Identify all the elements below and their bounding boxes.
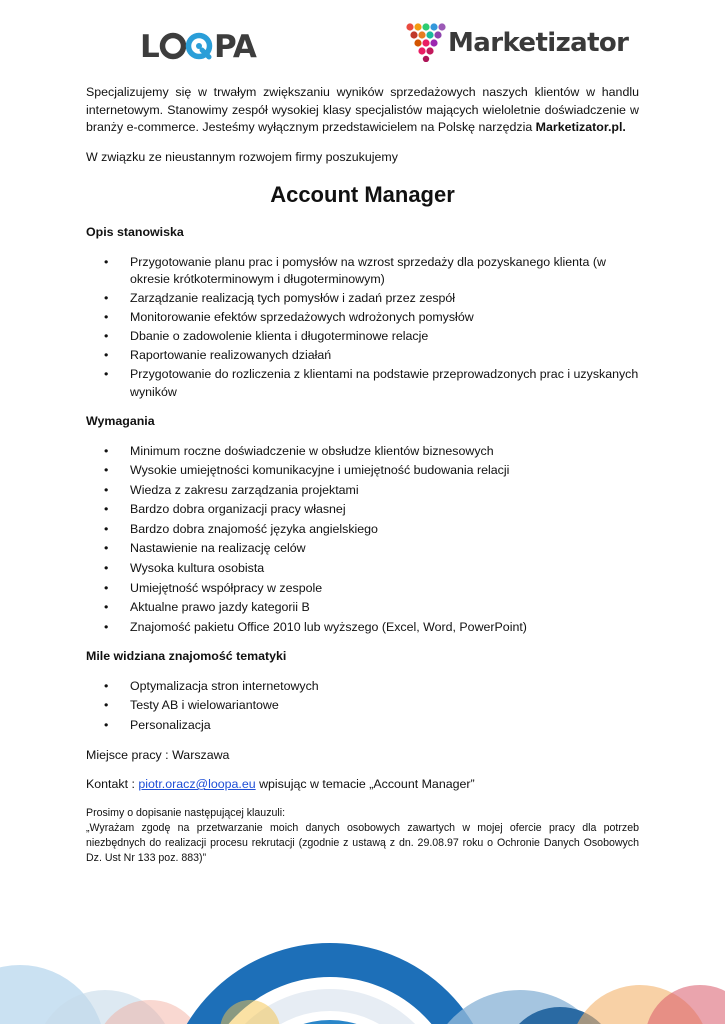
responsibilities-list: [86, 254, 639, 402]
list-item: • Bardzo dobra znajomość języka angielskiego: [86, 521, 639, 539]
bullet-icon: •: [104, 619, 109, 634]
list-item: • Monitorowanie efektów sprzedażowych wdrożonych pomysłów: [86, 309, 639, 327]
work-location: Miejsce pracy : Warszawa: [86, 747, 230, 762]
list-item: • Minimum roczne doświadczenie w obsłudze klientów biznesowych: [86, 443, 639, 461]
requirements-list: [86, 443, 639, 637]
loopa-logo: [140, 26, 265, 66]
list-item: • Wiedza z zakresu zarządzania projektami: [86, 482, 639, 500]
bullet-icon: •: [104, 310, 109, 324]
job-title: Account Manager: [270, 182, 455, 207]
intro-paragraph: [86, 84, 639, 137]
bullet-icon: •: [104, 254, 109, 269]
list-item: • Raportowanie realizowanych działań: [86, 347, 639, 365]
section-heading-requirements: Wymagania: [86, 414, 155, 428]
bullet-icon: •: [104, 698, 109, 713]
section-heading-responsibilities: Opis stanowiska: [86, 225, 184, 239]
bullet-icon: •: [104, 367, 109, 381]
list-item: • Personalizacja: [86, 717, 639, 735]
bullet-icon: •: [104, 580, 109, 595]
bullet-icon: •: [104, 678, 109, 693]
contact-label: Kontakt :: [86, 777, 139, 792]
clause-text: „Wyrażam zgodę na przetwarzanie moich danych osobowych zawartych w mojej ofercie pracy dla potrzeb niezbędnych do realizacji procesu rekrutacji (zgodnie z ustawą z dn. 29.08.97 roku o Ochronie Danych Osobowych Dz. Ust Nr 133 poz. 883)”: [86, 821, 639, 864]
header: [0, 0, 725, 90]
bullet-icon: •: [104, 443, 109, 458]
bullet-icon: •: [104, 718, 109, 733]
list-item: • Wysokie umiejętności komunikacyjne i umiejętność budowania relacji: [86, 462, 639, 480]
bullet-icon: •: [104, 482, 109, 497]
list-item: • Optymalizacja stron internetowych: [86, 678, 639, 696]
section-heading-nice-to-have: Mile widziana znajomość tematyki: [86, 649, 287, 664]
list-item: • Przygotowanie do rozliczenia z klientami na podstawie przeprowadzonych prac i uzyskanych wyników: [104, 367, 639, 399]
bullet-icon: •: [104, 521, 109, 536]
marketizator-logo: [404, 20, 630, 68]
list-item: • Umiejętność współpracy w zespole: [86, 580, 639, 598]
list-item: • Przygotowanie planu prac i pomysłów na wzrost sprzedaży dla pozyskanego klienta (w okresie krótkoterminowym i długoterminowym): [104, 254, 606, 286]
bullet-icon: •: [104, 561, 109, 576]
bullet-icon: •: [104, 600, 109, 615]
marketizator-logo-text: Marketizator: [448, 28, 629, 58]
lead-text: W związku ze nieustannym rozwojem firmy poszukujemy: [86, 149, 398, 164]
list-item: • Zarządzanie realizacją tych pomysłów i zadań przez zespół: [86, 290, 639, 308]
marketizator-dots-icon: [404, 22, 450, 62]
bullet-icon: •: [104, 502, 109, 517]
svg-text:L: L: [140, 29, 159, 65]
list-item: • Testy AB i wielowariantowe: [86, 697, 639, 715]
bullet-icon: •: [104, 348, 109, 362]
intro-brand: Marketizator.pl.: [535, 120, 626, 134]
job-offer-document: [86, 84, 639, 866]
clause-intro: Prosimy o dopisanie następującej klauzuli:: [86, 806, 286, 819]
bullet-icon: •: [104, 291, 109, 305]
list-item: • Nastawienie na realizację celów: [86, 540, 639, 558]
contact-suffix: wpisując w temacie „Account Manager”: [255, 777, 475, 792]
contact-email-link[interactable]: piotr.oracz@loopa.eu: [138, 777, 256, 792]
gdpr-clause: [86, 806, 639, 866]
bullet-icon: •: [104, 463, 109, 478]
list-item: • Dbanie o zadowolenie klienta i długoterminowe relacje: [86, 328, 639, 346]
bullet-icon: •: [104, 329, 109, 343]
list-item: • Wysoka kultura osobista: [86, 560, 639, 578]
list-item: • Aktualne prawo jazdy kategorii B: [86, 599, 639, 617]
nice-to-have-list: [86, 678, 639, 735]
list-item: • Bardzo dobra organizacji pracy własnej: [86, 501, 639, 519]
list-item: • Znajomość pakietu Office 2010 lub wyższego (Excel, Word, PowerPoint): [86, 619, 639, 637]
footer-decoration: [0, 935, 725, 1024]
intro-text: Specjalizujemy się w trwałym zwiększaniu wyników sprzedażowych naszych klientów w handlu internetowym. Stanowimy zespół wysokiej klasy specjalistów mających wieloletnie doświadczenie w branży e-commerce. Jesteśmy wyłącznym przedstawicielem na Polskę narzędzia: [86, 85, 639, 134]
contact-line: [86, 776, 639, 794]
svg-text:PA: PA: [214, 29, 256, 65]
bullet-icon: •: [104, 541, 109, 556]
